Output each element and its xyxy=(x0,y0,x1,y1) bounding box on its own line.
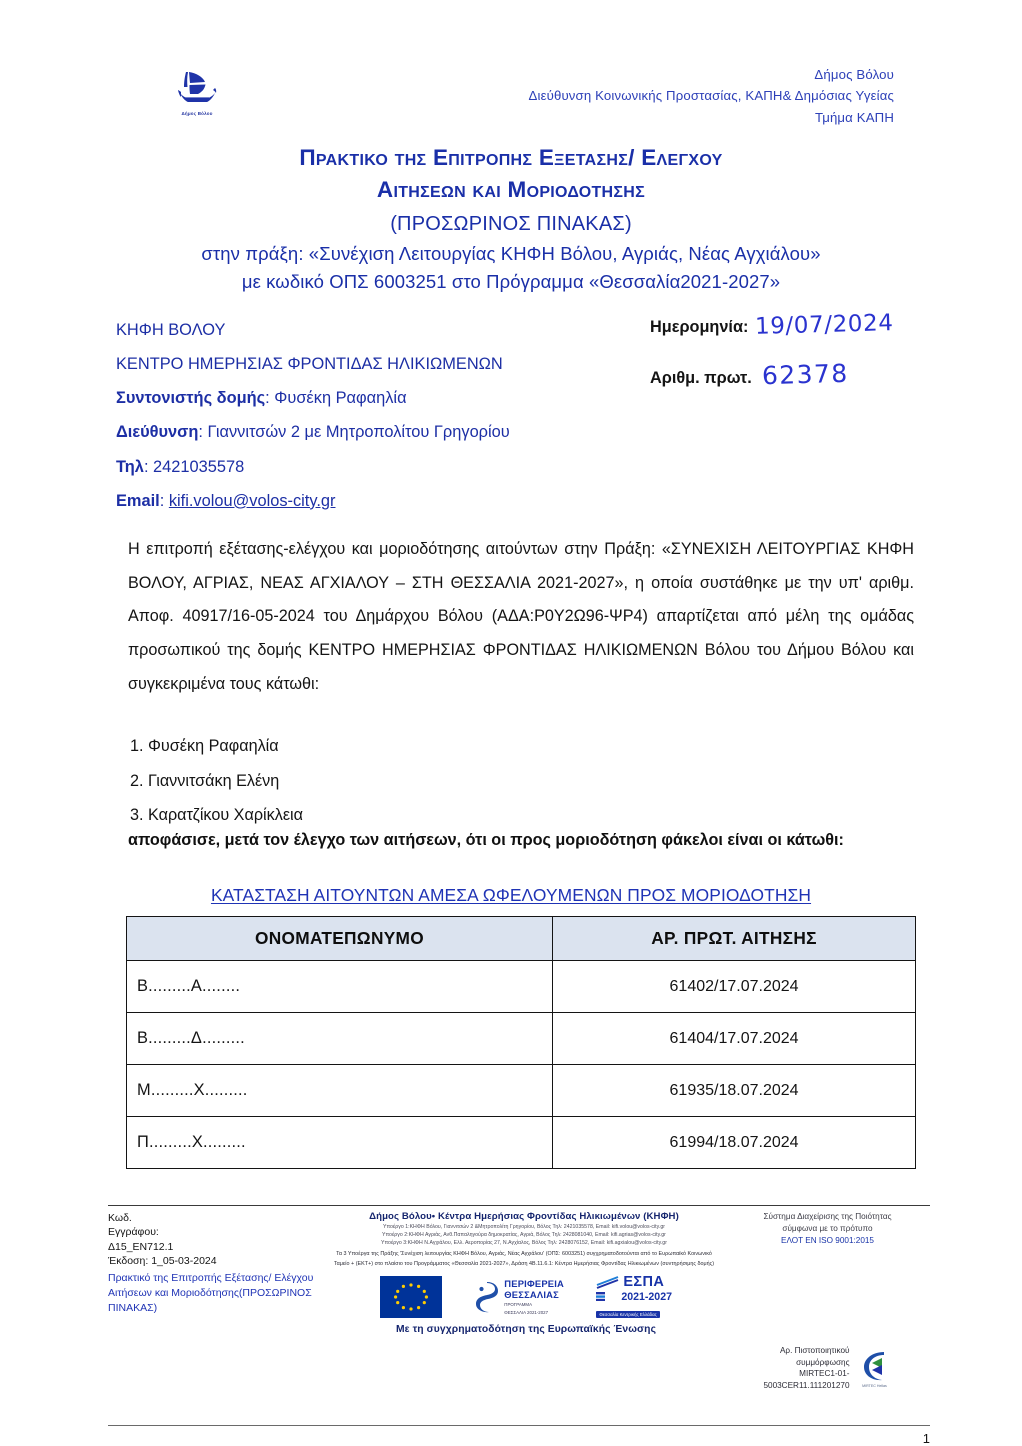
espa-bars-icon xyxy=(596,1292,618,1301)
footer-doc-label: Εγγράφου: xyxy=(108,1226,159,1239)
email-label: Email xyxy=(116,491,160,510)
footer-logos-area xyxy=(108,1273,930,1446)
thessaly-region-logo xyxy=(474,1279,564,1315)
table-header-row xyxy=(127,917,916,961)
footer-edition: Έκδοση: 1_05-03-2024 xyxy=(108,1255,217,1268)
quality-system-line-2: σύμφωνα με το πρότυπο xyxy=(782,1223,873,1233)
thessaly-sub-1: ΠΡΟΓΡΑΜΜΑ xyxy=(504,1302,533,1308)
applicants-table xyxy=(126,916,916,1169)
title-line-2: Αιτησεων και Μοριοδοτησης xyxy=(376,176,646,202)
address-value: : Γιαννιτσών 2 με Μητροπολίτου Γρηγορίου xyxy=(198,423,510,442)
thessaly-title-1: ΠΕΡΙΦΕΡΕΙΑ xyxy=(504,1277,565,1289)
protocol-row xyxy=(650,360,894,389)
footer-divider-top xyxy=(108,1205,930,1206)
footer-subproject-2: Υποέργο 2:ΚΗΦΗ Αγριάς, Ανθ.Παπαληγούρα δημοκρατίας, Αγριά, Βόλος Τηλ: 2428081040, Email: kifi.agrias@volos-city.gr xyxy=(382,1231,666,1238)
espa-years-text: 2021-2027 xyxy=(621,1290,672,1303)
document-title-block xyxy=(0,142,1022,296)
member-item: 2. Γιαννιτσάκη Ελένη xyxy=(130,771,280,790)
footer-subproject-1: Υποέργο 1:ΚΗΦΗ Βόλου, Γιαννιτσών 2 &Μητροπολίτη Γρηγορίου, Βόλος Τηλ: 2421035578, Email: kifi.volou@volos-city.gr xyxy=(383,1224,665,1230)
footer-org-title: Δήμος Βόλου• Κέντρα Ημερήσιας Φροντίδας Ηλικιωμένων (ΚΗΦΗ) xyxy=(369,1211,679,1222)
decision-statement: αποφάσισε, μετά τον έλεγχο των αιτήσεων, ότι οι προς μοριοδότηση φάκελοι είναι οι κάτωθι: xyxy=(128,831,844,849)
cert-line-4: 5003CER11.111201270 xyxy=(763,1380,850,1390)
footer-subproject-3: Υποέργο 3:ΚΗΦΗ Ν.Αγχιάλου, Ελλ. Αεροπορίας 27, Ν.Αγχίαλος, Βόλος Τηλ: 2428076152, Email: kifi.agxialou@volos-city.gr xyxy=(381,1239,667,1246)
member-item: 1. Φυσέκη Ραφαηλία xyxy=(130,737,279,755)
volos-municipality-logo xyxy=(166,60,228,122)
cert-line-1: Αρ. Πιστοποιητικού xyxy=(779,1346,850,1355)
date-label: Ημερομηνία: xyxy=(650,318,749,336)
mirtec-mark-icon xyxy=(858,1349,892,1383)
cell-protocol: 61994/18.07.2024 xyxy=(553,1117,916,1169)
table-row xyxy=(127,961,916,1013)
logo-caption: Δήμος Βόλου xyxy=(181,111,213,116)
footer-funding-note-1: Τα 3 Υποέργα της Πράξης 'Συνέχιση λειτουργίας ΚΗΦΗ Βόλου, Αγριάς, Νέας Αγχιάλου' (ΟΠΣ: 6003251) συγχρηματοδοτούνται από το Ευρωπαϊκό Κοινωνικό xyxy=(336,1250,712,1257)
protocol-handwritten-value: 62378 xyxy=(761,358,849,391)
thessaly-sub-2: ΘΕΣΣΑΛΙΑ 2021-2027 xyxy=(504,1309,549,1315)
coordinator-row xyxy=(116,381,616,415)
protocol-label: Αριθμ. πρωτ. xyxy=(650,369,752,387)
coordinator-label: Συντονιστής δομής xyxy=(116,389,266,408)
certification-text xyxy=(763,1345,849,1392)
table-row xyxy=(127,1065,916,1117)
email-row: Email: kifi.volou@volos-city.gr xyxy=(116,491,336,510)
date-row xyxy=(650,312,894,338)
certification-block xyxy=(725,1345,930,1392)
page-number: 1 xyxy=(922,1431,930,1446)
footer-funding-note-2: Ταμείο + (ΕΚΤ+) στο πλαίσιο του Προγράμματος «Θεσσαλία 2021-2027», Δράση 4Β.11.6.1: Κέντρα Ημερήσιας Φροντίδας Ηλικιωμένων (συντηρήσιμης δομής) xyxy=(333,1260,715,1267)
cell-name: Μ.........Χ......... xyxy=(127,1065,553,1117)
coordinator-value: : Φυσέκη Ραφαηλία xyxy=(265,389,407,408)
structure-name-full: ΚΕΝΤΡΟ ΗΜΕΡΗΣΙΑΣ ΦΡΟΝΤΙΔΑΣ ΗΛΙΚΙΩΜΕΝΩΝ xyxy=(116,355,503,374)
footer-doc-code: Δ15_ΕΝ712.1 xyxy=(108,1240,174,1253)
footer-code-label: Κωδ. xyxy=(108,1212,132,1224)
title-subtitle-provisional: (ΠΡΟΣΩΡΙΝΟΣ ΠΙΝΑΚΑΣ) xyxy=(390,212,632,235)
table-header-protocol: ΑΡ. ΠΡΩΤ. ΑΙΤΗΣΗΣ xyxy=(553,917,916,961)
structure-info-block xyxy=(116,313,616,518)
ship-icon xyxy=(174,66,220,110)
cell-name: Β.........Α........ xyxy=(127,961,553,1013)
mirtec-caption: MIRTEC Hellas xyxy=(862,1383,887,1388)
phone-value: : 2421035578 xyxy=(143,457,245,476)
cell-name: Π.........Χ......... xyxy=(127,1117,553,1169)
cell-protocol: 61935/18.07.2024 xyxy=(553,1065,916,1117)
main-paragraph xyxy=(128,533,914,701)
espa-wave-icon xyxy=(596,1274,620,1290)
header-line-section: Τμήμα ΚΑΠΗ xyxy=(814,109,894,125)
document-footer xyxy=(108,1205,930,1446)
cell-name: Β.........Δ......... xyxy=(127,1013,553,1065)
document-header xyxy=(0,58,1022,130)
eu-flag-icon xyxy=(380,1276,442,1318)
table-row xyxy=(127,1013,916,1065)
iso-standard-line: ΕΛΟΤ ΕΝ ISO 9001:2015 xyxy=(781,1235,874,1245)
espa-program-sub: Θεσσαλία Κεντρικής Ελλάδας xyxy=(596,1311,659,1318)
member-item: 3. Καρατζίκου Χαρίκλεια xyxy=(130,806,303,824)
table-caption xyxy=(0,885,1022,906)
cert-line-3: MIRTEC1-01- xyxy=(799,1369,850,1379)
header-department-block xyxy=(529,64,894,128)
phone-row xyxy=(116,450,616,484)
committee-paragraph-text: Η επιτροπή εξέτασης-ελέγχου και μοριοδότησης αιτούντων στην Πράξη: «ΣΥΝΕΧΙΣΗ ΛΕΙΤΟΥΡΓΙΑΣ ΚΗΦΗ ΒΟΛΟΥ, ΑΓΡΙΑΣ, ΝΕΑΣ ΑΓΧΙΑΛΟΥ – ΣΤΗ ΘΕΣΣΑΛΙΑ 2021-2027», η οποία συστάθηκε με την υπ' αριθμ. Αποφ. 40917/16-05-2024 του Δημάρχου Βόλου (ΑΔΑ:Ρ0Υ2Ω96-ΨΡ4) απαρτίζεται από μέλη της ομάδας προσωπικού της δομής ΚΕΝΤΡΟ ΗΜΕΡΗΣΙΑΣ ΦΡΟΝΤΙΔΑΣ ΗΛΙΚΙΩΜΕΝΩΝ Βόλου του Δήμου Βόλου και συγκεκριμένα τους κάτωθι: xyxy=(128,540,914,693)
structure-name-short: ΚΗΦΗ ΒΟΛΟΥ xyxy=(116,321,226,339)
title-line-1: Πρακτικο της Επιτροπης Εξετασης/ Ελεγχου xyxy=(299,145,723,170)
thessaly-title-2: ΘΕΣΣΑΛΙΑΣ xyxy=(504,1288,559,1300)
header-line-directorate: Διεύθυνση Κοινωνικής Προστασίας, ΚΑΠΗ& Δημόσιας Υγείας xyxy=(528,88,894,104)
cell-protocol: 61404/17.07.2024 xyxy=(553,1013,916,1065)
phone-label: Τηλ xyxy=(116,457,144,476)
title-action-line: στην πράξη: «Συνέχιση Λειτουργίας ΚΗΦΗ Βόλου, Αγριάς, Νέας Αγχιάλου» xyxy=(201,242,821,264)
table-row xyxy=(127,1117,916,1169)
address-row xyxy=(116,415,616,449)
espa-wordmark: ΕΣΠΑ xyxy=(623,1273,665,1290)
date-handwritten-value: 19/07/2024 xyxy=(755,310,895,340)
footer-divider-bottom xyxy=(108,1425,930,1426)
address-label: Διεύθυνση xyxy=(116,423,199,442)
mirtec-logo xyxy=(858,1349,892,1388)
header-line-municipality: Δήμος Βόλου xyxy=(814,67,894,82)
email-link[interactable]: kifi.volou@volos-city.gr xyxy=(168,491,336,510)
eu-funding-logos xyxy=(380,1273,672,1335)
title-program-line: με κωδικό ΟΠΣ 6003251 στο Πρόγραμμα «Θεσσαλία2021-2027» xyxy=(241,270,781,292)
eu-stars-icon xyxy=(380,1276,442,1318)
date-protocol-block xyxy=(650,312,894,411)
committee-members-list xyxy=(130,729,730,833)
quality-system-line-1: Σύστημα Διαχείρισης της Ποιότητας xyxy=(763,1212,892,1221)
cell-protocol: 61402/17.07.2024 xyxy=(553,961,916,1013)
eu-cofunding-caption: Με τη συγχρηματοδότηση της Ευρωπαϊκής Ένωσης xyxy=(395,1324,657,1335)
table-header-name: ΟΝΟΜΑΤΕΠΩΝΥΜΟ xyxy=(127,917,553,961)
table-caption-text: ΚΑΤΑΣΤΑΣΗ ΑΙΤΟΥΝΤΩΝ ΑΜΕΣΑ ΩΦΕΛΟΥΜΕΝΩΝ ΠΡΟΣ ΜΟΡΙΟΔΟΤΗΣΗ xyxy=(210,885,812,905)
espa-logo xyxy=(596,1274,672,1321)
cert-line-2: συμμόρφωσης xyxy=(796,1357,850,1367)
thessaly-mark-icon xyxy=(474,1280,500,1314)
footer-doc-title: Πρακτικό της Επιτροπής Εξέτασης/ Ελέγχου Αιτήσεων και Μοριοδότησης(ΠΡΟΣΩΡΙΝΟΣ ΠΙΝΑΚΑΣ) xyxy=(108,1271,314,1314)
